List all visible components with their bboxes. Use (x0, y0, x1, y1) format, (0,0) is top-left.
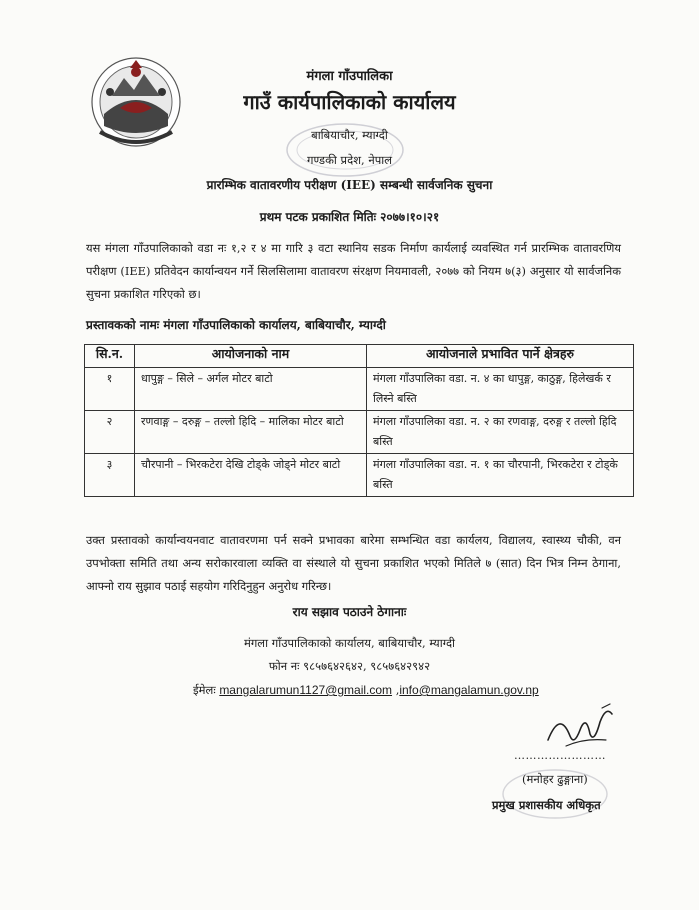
contact-office: मंगला गाँउपालिकाको कार्यालय, बाबियाचौर, म्याग्दी (243, 636, 456, 650)
closing-paragraph: उक्त प्रस्तावको कार्यान्वयनवाट वातावरणमा पर्न सक्ने प्रभावका बारेमा सम्भन्धित वडा कार्यलय, विद्यालय, स्वास्थ्य चौकी, वन उपभोक्ता समिति तथा अन्य सरोकारवाला व्यक्ति वा संस्थाले यो सुचना प्रकाशित भएको मितिले ७ (सात) दिन भित्र निम्न ठेगाना, आफ्नो राय सुझाव पठाई सहयोग गरिदिनुहुन अनुरोध गरिन्छ। (86, 533, 621, 593)
contact-phone: फोन नः ९८५७६४२६४२, ९८५७६४२९४२ (268, 659, 431, 673)
signer-title: प्रमुख प्रशासकीय अधिकृत (492, 798, 601, 812)
row-affected-area: मंगला गाँउपालिका वडा. न. १ का चौरपानी, भिरकटेरा र टोड्के बस्ति (367, 454, 634, 497)
office-address: बाबियाचौर, म्याग्दी (311, 128, 388, 142)
row-sn: १ (85, 368, 135, 411)
row-sn: २ (85, 411, 135, 454)
row-sn: ३ (85, 454, 135, 497)
proposer-line: प्रस्तावकको नामः मंगला गाँउपालिकाको कार्यालय, बाबियाचौर, म्याग्दी (86, 318, 386, 332)
table-header-row (85, 345, 634, 368)
contact-heading: राय सझाव पठाउने ठेगानाः (292, 605, 407, 619)
intro-paragraph: यस मंगला गाँउपालिकाको वडा नः १,२ र ४ मा गारि ३ वटा स्थानिय सडक निर्माण कार्यलाई व्यवस्थित गर्न प्रारम्भिक वातावरणिय परीक्षण (IEE) प्रतिवेदन कार्यान्वयन गर्ने सिलसिलामा वातावरण संरक्षण नियमावली, २०७७ को नियम ७(३) अनुसार यो सार्वजनिक सुचना प्रकाशित गरिएको छ। (86, 241, 621, 301)
email-link-secondary[interactable]: info@mangalamun.gov.np (399, 683, 539, 697)
row-project-name: रणवाङ्ग – दरुङ्ग – तल्लो हिदि – मालिका मोटर बाटो (135, 411, 367, 454)
table-row (85, 368, 634, 411)
signature-line: …………………… (514, 749, 606, 762)
row-affected-area: मंगला गाँउपालिका वडा. न. ४ का धापुङ्ग, काठुङ्ग, हिलेखर्क र लिस्ने बस्ति (367, 368, 634, 411)
email-label: ईमेलः (193, 683, 216, 697)
row-project-name: चौरपानी – भिरकटेरा देखि टोड्के जोड्ने मोटर बाटो (135, 454, 367, 497)
col-header-sn: सि.न. (85, 345, 135, 368)
table-row (85, 411, 634, 454)
handwritten-signature-icon (540, 700, 620, 756)
table-row (85, 454, 634, 497)
col-header-affected-area: आयोजनाले प्रभावित पार्ने क्षेत्रहरु (367, 345, 634, 368)
signer-name: (मनोहर ढुङ्गाना) (522, 772, 588, 786)
row-affected-area: मंगला गाँउपालिका वडा. न. २ का रणवाङ्ग, दरुङ्ग र तल्लो हिदि बस्ति (367, 411, 634, 454)
col-header-project: आयोजनाको नाम (135, 345, 367, 368)
notice-title: प्रारम्भिक वातावरणीय परीक्षण (IEE) सम्बन्धी सार्वजनिक सुचना (206, 178, 493, 192)
email-line (193, 683, 539, 698)
email-link-primary[interactable]: mangalarumun1127@gmail.com (219, 683, 393, 697)
projects-table (84, 344, 634, 497)
province-country: गण्डकी प्रदेश, नेपाल (306, 153, 393, 167)
row-project-name: धापुङ्ग – सिले – अर्गल मोटर बाटो (135, 368, 367, 411)
office-title: गाउँ कार्यपालिकाको कार्यालय (243, 90, 456, 114)
email-separator: , (395, 683, 400, 697)
municipality-name: मंगला गाँउपालिका (306, 69, 393, 84)
publication-date: प्रथम पटक प्रकाशित मितिः २०७७।१०।२१ (259, 210, 440, 224)
